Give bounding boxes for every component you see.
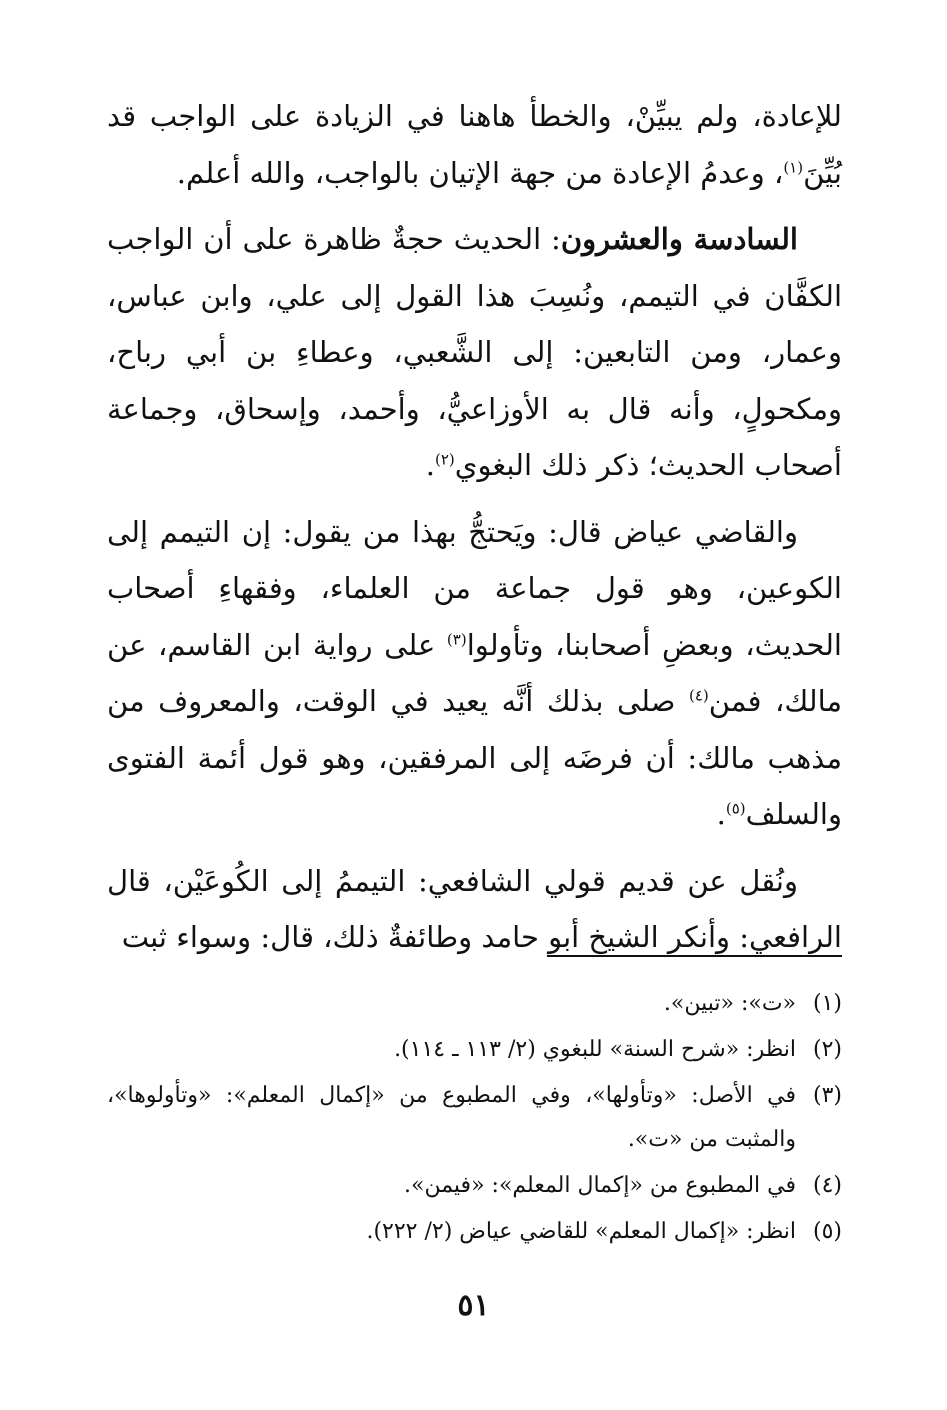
- footnote-number: (١): [812, 991, 842, 1016]
- page-number: ٥١: [457, 1288, 490, 1323]
- paragraph-2: [107, 211, 842, 494]
- footnote-item: [107, 982, 842, 1026]
- footnote-number: (٢): [812, 1037, 842, 1062]
- paragraph-3: [107, 504, 842, 843]
- footnote-item: [107, 1164, 842, 1208]
- paragraph-1: [107, 88, 842, 201]
- footnote-item: [107, 1074, 842, 1162]
- text-segment: والقاضي عياض قال: ويَحتجُّ بهذا من يقول: إن التيمم إلى الكوعين، وهو قول جماعة من العلماء، وفقهاءِ أصحاب الحديث، وبعضِ أصحابنا، وتأولوا: [107, 514, 842, 662]
- text-segment: .: [716, 797, 726, 831]
- section-heading: السادسة والعشرون: [560, 222, 798, 256]
- footnote-number: (٤): [812, 1173, 842, 1198]
- footnote-number: (٥): [812, 1219, 842, 1244]
- footnote-item: [107, 1028, 842, 1072]
- footnotes-section: [107, 982, 842, 1254]
- text-segment: .: [425, 448, 435, 482]
- text-segment: ، وعدمُ الإعادة من جهة الإتيان بالواجب، والله أعلم.: [176, 155, 784, 190]
- footnote-number: (٣): [812, 1083, 842, 1108]
- text-segment: : الحديث حجةٌ ظاهرة على أن الواجب الكفَّان في التيمم، ونُسِبَ هذا القول إلى علي، وابن عباس، وعمار، ومن التابعين: إلى الشَّعبي، وعطاءِ بن أبي رباح، ومكحولٍ، وأنه قال به الأوزاعيُّ، وأحمد، وإسحاق، وجماعة أصحاب الحديث؛ ذكر ذلك البغوي: [107, 222, 842, 482]
- footnote-text: انظر: «إكمال المعلم» للقاضي عياض (٢/ ٢٢٢).: [366, 1219, 796, 1244]
- footnote-item: [107, 1210, 842, 1254]
- footnote-text: «ت»: «تبين».: [663, 991, 796, 1016]
- footnote-text: انظر: «شرح السنة» للبغوي (٢/ ١١٣ ـ ١١٤).: [394, 1037, 796, 1062]
- footnote-text: في الأصل: «وتأولها»، وفي المطبوع من «إكمال المعلم»: «وتأولوها»، والمثبت من «ت».: [107, 1083, 796, 1152]
- text-segment: ونُقل عن قديم قولي الشافعي: التيممُ إلى الكُوعَيْن، قال الرافعي: وأنكر الشيخ أبو حامد وطائفةٌ ذلك، قال: وسواء ثبت: [107, 863, 842, 954]
- footnote-ref-1[interactable]: (١): [783, 157, 804, 176]
- footnote-text: في المطبوع من «إكمال المعلم»: «فيمن».: [404, 1173, 796, 1198]
- footnote-ref-5[interactable]: (٥): [725, 799, 746, 818]
- text-segment: للإعادة، ولم يبيِّنْ، والخطأ هاهنا في الزيادة على الواجب قد بُيِّنَ: [107, 99, 842, 190]
- footnote-ref-4[interactable]: (٤): [688, 686, 709, 705]
- text-segment: على رواية ابن القاسم، عن مالك، فمن: [107, 627, 842, 718]
- text-segment: صلى بذلك أنَّه يعيد في الوقت، والمعروف من مذهب مالك: أن فرضَه إلى المرفقين، وهو قول أئمة الفتوى والسلف: [107, 684, 842, 831]
- footnote-ref-2[interactable]: (٢): [434, 450, 455, 469]
- footnote-divider: [547, 955, 842, 957]
- main-text-body: [107, 88, 842, 966]
- paragraph-4: [107, 853, 842, 966]
- footnote-ref-3[interactable]: (٣): [446, 629, 467, 648]
